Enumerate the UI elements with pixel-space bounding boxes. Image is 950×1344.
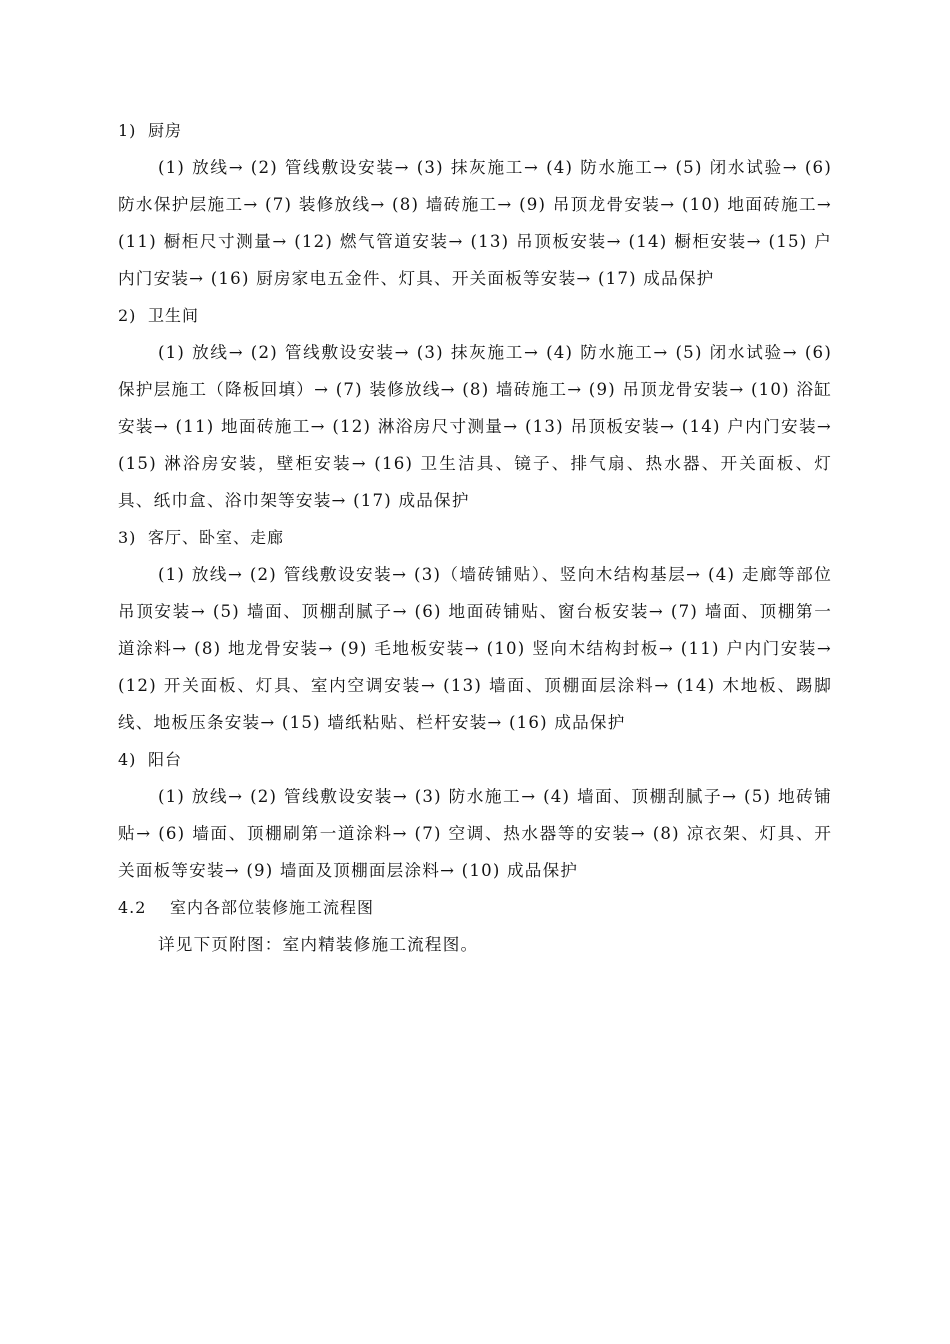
section-title: 卫生间 (148, 306, 200, 325)
section-number: 3) (118, 528, 137, 547)
section-number: 2) (118, 306, 137, 325)
section-heading-living (118, 519, 832, 556)
section-title: 厨房 (148, 121, 183, 140)
section-text-bathroom: (1) 放线→ (2) 管线敷设安装→ (3) 抹灰施工→ (4) 防水施工→ (5) 闭水试验→ (6) 保护层施工（降板回填）→ (7) 装修放线→ (8) 墙砖施工→ (9) 吊顶龙骨安装→ (10) 浴缸安装→ (11) 地面砖施工→ (12) 淋浴房尺寸测量→ (13) 吊顶板安装→ (14) 户内门安装→ (15) 淋浴房安装，壁柜安装→ (16) 卫生洁具、镜子、排气扇、热水器、开关面板、灯具、纸巾盒、浴巾架等安装→ (17) 成品保护 (118, 343, 832, 510)
section-text-living: (1) 放线→ (2) 管线敷设安装→ (3)（墙砖铺贴）、竖向木结构基层→ (4) 走廊等部位吊顶安装→ (5) 墙面、顶棚刮腻子→ (6) 地面砖铺贴、窗台板安装→ (7) 墙面、顶棚第一道涂料→ (8) 地龙骨安装→ (9) 毛地板安装→ (10) 竖向木结构封板→ (11) 户内门安装→ (12) 开关面板、灯具、室内空调安装→ (13) 墙面、顶棚面层涂料→ (14) 木地板、踢脚线、地板压条安装→ (15) 墙纸粘贴、栏杆安装→ (16) 成品保护 (118, 565, 832, 732)
section-number: 4.2 (118, 898, 147, 917)
section-title: 阳台 (148, 750, 183, 769)
section-text-kitchen: (1) 放线→ (2) 管线敷设安装→ (3) 抹灰施工→ (4) 防水施工→ (5) 闭水试验→ (6) 防水保护层施工→ (7) 装修放线→ (8) 墙砖施工→ (9) 吊顶龙骨安装→ (10) 地面砖施工→ (11) 橱柜尺寸测量→ (12) 燃气管道安装→ (13) 吊顶板安装→ (14) 橱柜安装→ (15) 户内门安装→ (16) 厨房家电五金件、灯具、开关面板等安装→ (17) 成品保护 (118, 158, 832, 288)
section-number: 4) (118, 750, 137, 769)
section-heading-kitchen (118, 112, 832, 149)
section-text-balcony: (1) 放线→ (2) 管线敷设安装→ (3) 防水施工→ (4) 墙面、顶棚刮腻子→ (5) 地砖铺贴→ (6) 墙面、顶棚刷第一道涂料→ (7) 空调、热水器等的安装→ (8) 凉衣架、灯具、开关面板等安装→ (9) 墙面及顶棚面层涂料→ (10) 成品保护 (118, 787, 832, 880)
document-body (118, 112, 832, 963)
section-title: 客厅、卧室、走廊 (148, 528, 285, 547)
section-text-4-2: 详见下页附图：室内精装修施工流程图。 (158, 935, 479, 954)
section-heading-bathroom (118, 297, 832, 334)
section-heading-4-2 (118, 889, 832, 926)
section-title: 室内各部位装修施工流程图 (170, 898, 375, 917)
section-number: 1) (118, 121, 137, 140)
section-heading-balcony (118, 741, 832, 778)
